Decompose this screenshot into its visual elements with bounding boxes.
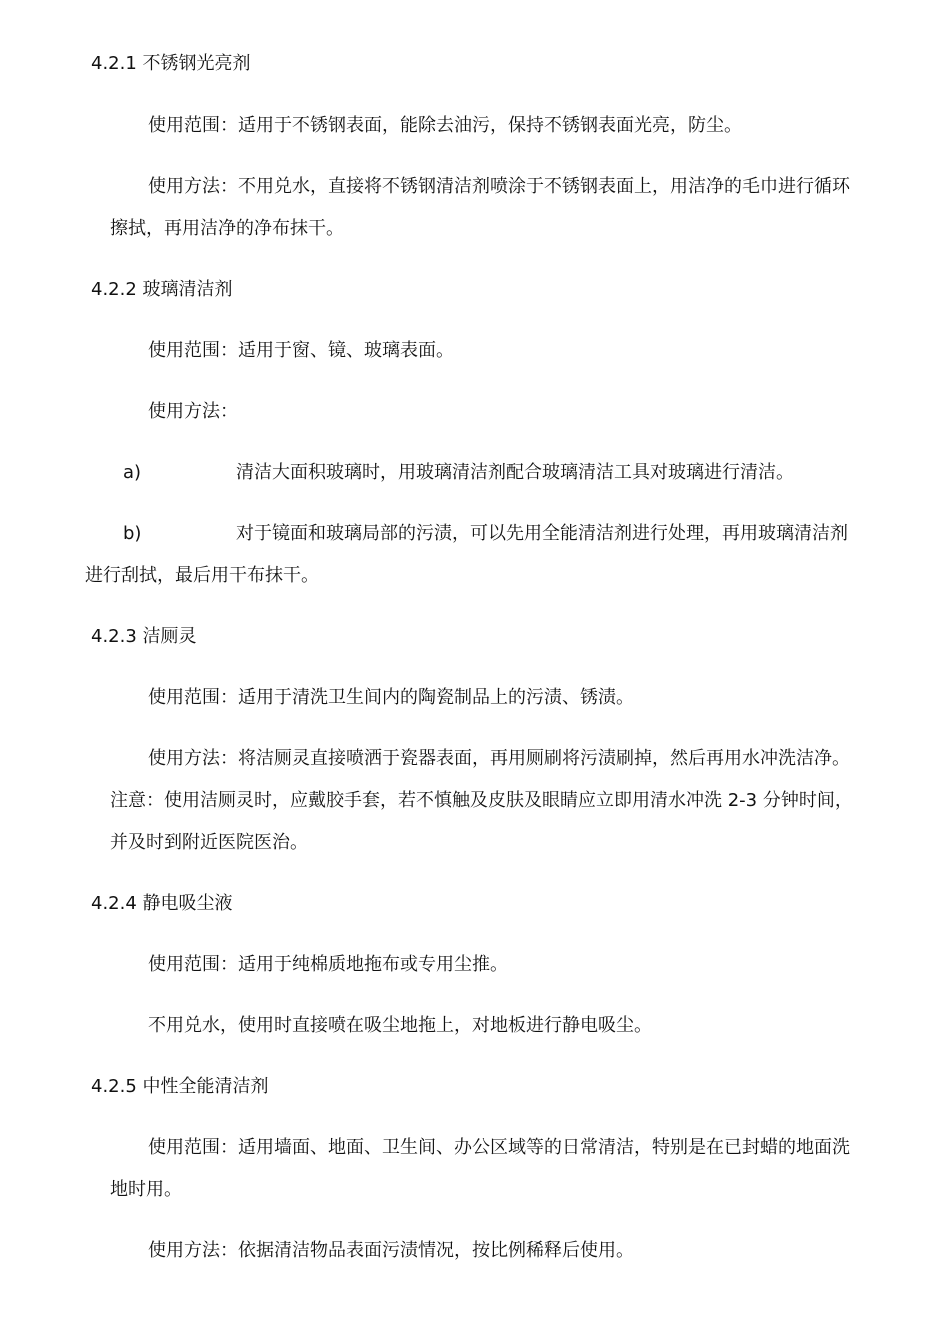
method-paragraph: 使用方法：将洁厕灵直接喷洒于瓷器表面，再用厕刷将污渍刷掉，然后再用水冲洗洁净。 xyxy=(148,748,850,769)
section-heading: 4.2.5 中性全能清洁剂 xyxy=(91,1076,269,1097)
section-heading: 4.2.4 静电吸尘液 xyxy=(91,893,233,914)
method-paragraph: 使用方法：依据清洁物品表面污渍情况，按比例稀释后使用。 xyxy=(148,1240,634,1261)
list-item-label: a) xyxy=(123,462,142,483)
note-paragraph: 注意：使用洁厕灵时，应戴胶手套，若不慎触及皮肤及眼睛应立即用清水冲洗 2-3 分钟时间， xyxy=(110,790,853,811)
list-item-label: b) xyxy=(123,523,142,544)
method-paragraph: 使用方法： xyxy=(148,401,238,422)
scope-paragraph-continuation: 地时用。 xyxy=(110,1179,182,1200)
list-item-text: 对于镜面和玻璃局部的污渍，可以先用全能清洁剂进行处理，再用玻璃清洁剂 xyxy=(236,523,848,544)
scope-paragraph: 使用范围：适用于清洗卫生间内的陶瓷制品上的污渍、锈渍。 xyxy=(148,687,634,708)
scope-paragraph: 使用范围：适用墙面、地面、卫生间、办公区域等的日常清洁，特别是在已封蜡的地面洗 xyxy=(148,1137,850,1158)
list-item-continuation: 进行刮拭，最后用干布抹干。 xyxy=(85,565,319,586)
method-paragraph-continuation: 擦拭，再用洁净的净布抹干。 xyxy=(110,218,344,239)
method-paragraph: 不用兑水，使用时直接喷在吸尘地拖上，对地板进行静电吸尘。 xyxy=(148,1015,652,1036)
section-heading: 4.2.3 洁厕灵 xyxy=(91,626,197,647)
scope-paragraph: 使用范围：适用于纯棉质地拖布或专用尘推。 xyxy=(148,954,508,975)
method-paragraph: 使用方法：不用兑水，直接将不锈钢清洁剂喷涂于不锈钢表面上，用洁净的毛巾进行循环 xyxy=(148,176,850,197)
scope-paragraph: 使用范围：适用于不锈钢表面，能除去油污，保持不锈钢表面光亮，防尘。 xyxy=(148,115,742,136)
section-heading: 4.2.2 玻璃清洁剂 xyxy=(91,279,233,300)
section-heading: 4.2.1 不锈钢光亮剂 xyxy=(91,53,251,74)
note-paragraph-continuation: 并及时到附近医院医治。 xyxy=(110,832,308,853)
list-item-text: 清洁大面积玻璃时，用玻璃清洁剂配合玻璃清洁工具对玻璃进行清洁。 xyxy=(236,462,794,483)
scope-paragraph: 使用范围：适用于窗、镜、玻璃表面。 xyxy=(148,340,454,361)
